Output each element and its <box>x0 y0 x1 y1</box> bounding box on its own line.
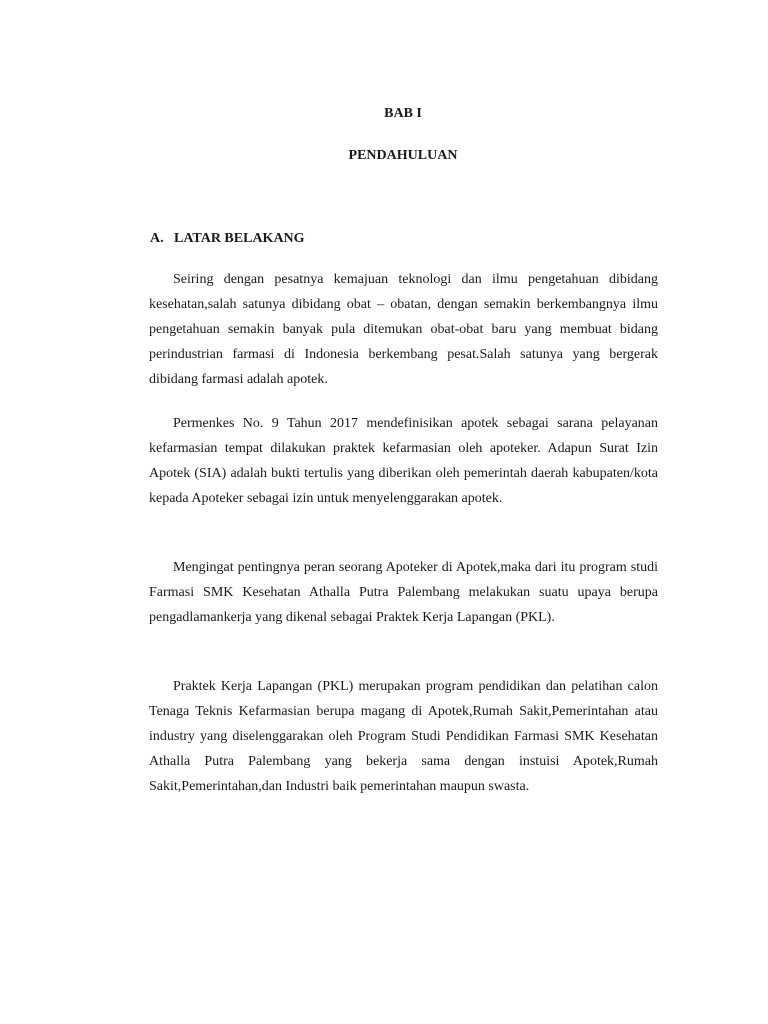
paragraph-2: Permenkes No. 9 Tahun 2017 mendefinisikan apotek sebagai sarana pelayanan kefarmasian tempat dilakukan praktek kefarmasian oleh apoteker. Adapun Surat Izin Apotek (SIA) adalah bukti tertulis yang diberikan oleh pemerintah daerah kabupaten/kota kepada Apoteker sebagai izin untuk menyelenggarakan apotek. <box>149 416 658 506</box>
section-number: A. <box>150 231 164 246</box>
chapter-title: PENDAHULUAN <box>348 148 458 163</box>
chapter-number: BAB I <box>384 106 422 121</box>
section-heading <box>150 231 305 247</box>
paragraph-3: Mengingat pentingnya peran seorang Apoteker di Apotek,maka dari itu program studi Farmasi SMK Kesehatan Athalla Putra Palembang melakukan suatu upaya berupa pengadlamankerja yang dikenal sebagai Praktek Kerja Lapangan (PKL). <box>149 560 658 625</box>
paragraph-4: Praktek Kerja Lapangan (PKL) merupakan program pendidikan dan pelatihan calon Tenaga Teknis Kefarmasian berupa magang di Apotek,Rumah Sakit,Pemerintahan atau industry yang diselenggarakan oleh Program Studi Pendidikan Farmasi SMK Kesehatan Athalla Putra Palembang yang bekerja sama dengan instuisi Apotek,Rumah Sakit,Pemerintahan,dan Industri baik pemerintahan maupun swasta. <box>149 679 658 794</box>
section-title: LATAR BELAKANG <box>174 231 305 246</box>
paragraph-1: Seiring dengan pesatnya kemajuan teknologi dan ilmu pengetahuan dibidang kesehatan,salah satunya dibidang obat – obatan, dengan semakin berkembangnya ilmu pengetahuan semakin banyak pula ditemukan obat-obat baru yang membuat bidang perindustrian farmasi di Indonesia berkembang pesat.Salah satunya yang bergerak dibidang farmasi adalah apotek. <box>149 272 658 387</box>
